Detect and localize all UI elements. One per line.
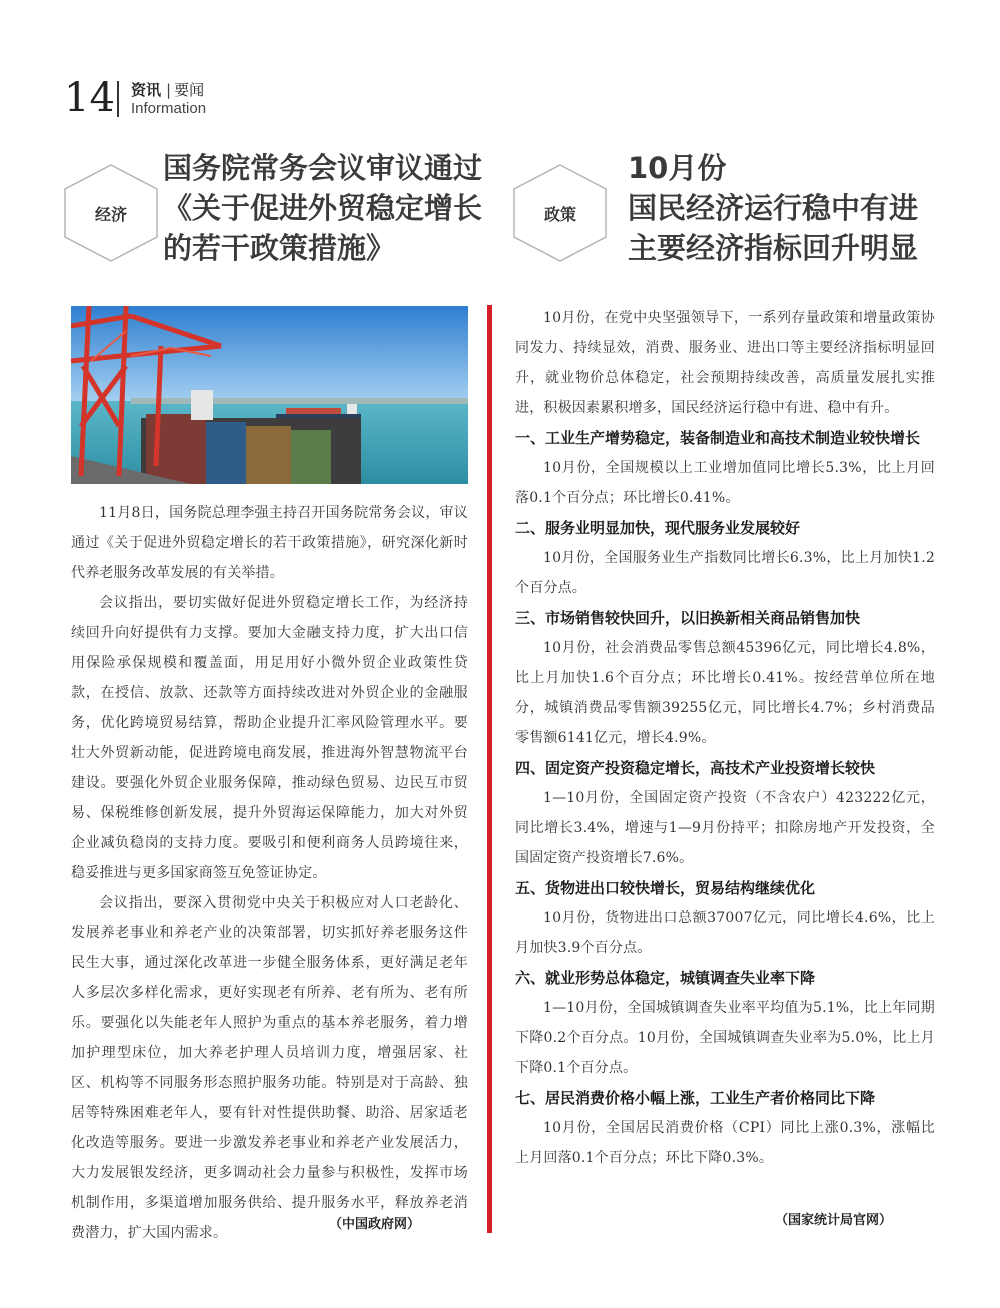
- section-heading: 七、居民消费价格小幅上涨，工业生产者价格同比下降: [515, 1089, 876, 1107]
- right-article-title: [628, 148, 918, 268]
- section-text: 1—10月份，全国固定资产投资（不含农户）423222亿元，同比增长3.4%，增速与1—9月份持平；扣除房地产开发投资，全国固定资产投资增长7.6%。: [515, 790, 935, 866]
- section-text: 1—10月份，全国城镇调查失业率平均值为5.1%，比上年同期下降0.2个百分点。10月份，全国城镇调查失业率为5.0%，比上月下降0.1个百分点。: [515, 1000, 935, 1076]
- title-line: 主要经济指标回升明显: [628, 231, 919, 265]
- left-article-source: （中国政府网）: [329, 1217, 421, 1232]
- section-heading: 一、工业生产增势稳定，装备制造业和高技术制造业较快增长: [515, 429, 921, 447]
- right-article-body: [515, 303, 935, 1173]
- title-line: 国务院常务会议审议通过: [163, 151, 483, 185]
- tag-label: 政策: [543, 204, 576, 224]
- paragraph: 会议指出，要切实做好促进外贸稳定增长工作，为经济持续回升向好提供有力支撑。要加大金融支持力度，扩大出口信用保险承保规模和覆盖面，用足用好小微外贸企业政策性贷款，在授信、放款、还款等方面持续改进对外贸企业的金融服务，优化跨境贸易结算，帮助企业提升汇率风险管理水平。要壮大外贸新动能，促进跨境电商发展，推进海外智慧物流平台建设。要强化外贸企业服务保障，推动绿色贸易、边民互市贸易、保税维修创新发展，提升外贸海运保障能力，加大对外贸企业减负稳岗的支持力度。要吸引和便利商务人员跨境往来，稳妥推进与更多国家商签互免签证协定。: [71, 595, 468, 881]
- tag-hexagon-economy: [62, 163, 160, 263]
- section-text: 10月份，全国服务业生产指数同比增长6.3%，比上月加快1.2个百分点。: [515, 550, 935, 596]
- section-heading: 五、货物进出口较快增长，贸易结构继续优化: [515, 879, 816, 897]
- section-text: 10月份，货物进出口总额37007亿元，同比增长4.6%，比上月加快3.9个百分点。: [515, 910, 935, 956]
- section-label: [131, 79, 204, 100]
- title-line: 《关于促进外贸稳定增长: [163, 191, 483, 225]
- category-label: 资讯: [131, 81, 162, 99]
- header-divider: [117, 81, 119, 117]
- left-article-title: [163, 148, 482, 268]
- category-english: Information: [131, 100, 207, 117]
- right-article-source: （国家统计局官网）: [775, 1213, 893, 1228]
- port-photo: [71, 306, 468, 484]
- section-heading: 三、市场销售较快回升，以旧换新相关商品销售加快: [515, 609, 861, 627]
- paragraph: 会议指出，要深入贯彻党中央关于积极应对人口老龄化、发展养老事业和养老产业的决策部署，切实抓好养老服务这件民生大事，通过深化改革进一步健全服务体系，更好满足老年人多层次多样化需求，更好实现老有所养、老有所为、老有所乐。要强化以失能老年人照护为重点的基本养老服务，着力增加护理型床位，加大养老护理人员培训力度，增强居家、社区、机构等不同服务形态照护服务功能。特别是对于高龄、独居等特殊困难老年人，要有针对性提供助餐、助浴、居家适老化改造等服务。要进一步激发养老事业和养老产业发展活力，大力发展银发经济，更多调动社会力量参与积极性，发挥市场机制作用，多渠道增加服务供给、提升服务水平，释放养老消费潜力，扩大国内需求。: [71, 895, 468, 1241]
- section-heading: 四、固定资产投资稳定增长，高技术产业投资增长较快: [515, 759, 876, 777]
- section-heading: 二、服务业明显加快，现代服务业发展较好: [515, 519, 801, 537]
- red-column-divider: [487, 305, 492, 1233]
- tag-label: 经济: [94, 204, 127, 224]
- section-text: 10月份，全国居民消费价格（CPI）同比上涨0.3%，涨幅比上月回落0.1个百分点；环比下降0.3%。: [515, 1120, 935, 1166]
- title-line: 的若干政策措施》: [163, 231, 396, 265]
- subcategory-label: 要闻: [174, 81, 205, 99]
- title-line: 国民经济运行稳中有进: [628, 191, 919, 225]
- left-article-body: [71, 498, 468, 1248]
- page-number: 14: [64, 75, 115, 121]
- tag-hexagon-policy: [511, 163, 609, 263]
- paragraph: 11月8日，国务院总理李强主持召开国务院常务会议，审议通过《关于促进外贸稳定增长的若干政策措施》，研究深化新时代养老服务改革发展的有关举措。: [71, 505, 468, 581]
- section-text: 10月份，社会消费品零售总额45396亿元，同比增长4.8%，比上月加快1.6个百分点；环比增长0.41%。按经营单位所在地分，城镇消费品零售额39255亿元，同比增长4.7%；乡村消费品零售额6141亿元，增长4.9%。: [515, 640, 935, 746]
- container-port-image: [71, 306, 468, 484]
- category-separator: |: [166, 81, 172, 99]
- intro-paragraph: 10月份，在党中央坚强领导下，一系列存量政策和增量政策协同发力、持续显效，消费、服务业、进出口等主要经济指标明显回升，就业物价总体稳定，社会预期持续改善，高质量发展扎实推进，积极因素累积增多，国民经济运行稳中有进、稳中有升。: [515, 310, 935, 416]
- title-line: 10月份: [628, 151, 727, 185]
- section-heading: 六、就业形势总体稳定，城镇调查失业率下降: [515, 969, 816, 987]
- section-text: 10月份，全国规模以上工业增加值同比增长5.3%，比上月回落0.1个百分点；环比增长0.41%。: [515, 460, 935, 506]
